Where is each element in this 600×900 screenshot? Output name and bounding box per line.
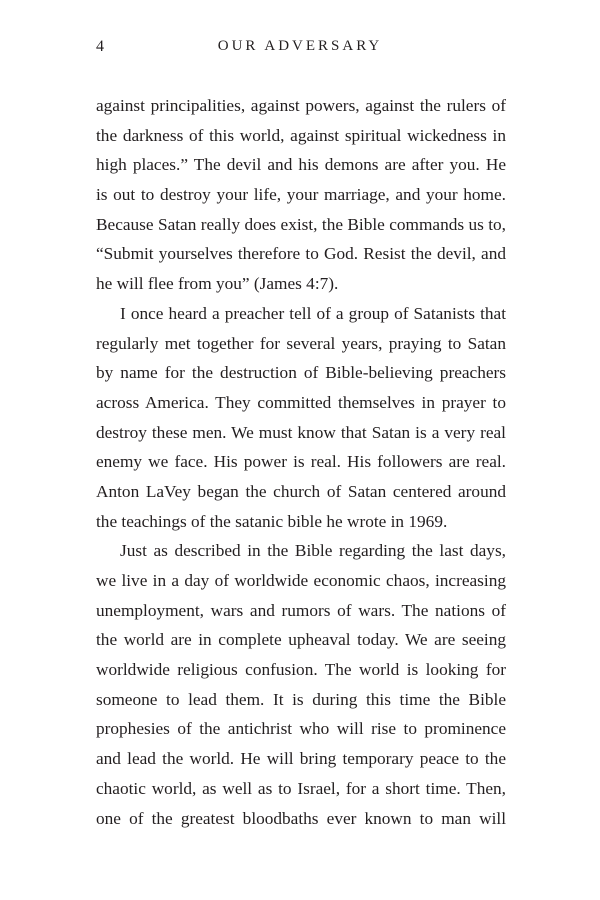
text-line: we live in a day of worldwide economic chaos, increasing <box>96 571 506 590</box>
text-line: high places.” The devil and his demons are after you. He <box>96 155 506 175</box>
text-line: is out to destroy your life, your marriage, and your home. <box>96 185 506 205</box>
body-text <box>96 91 506 833</box>
text-line: destroy these men. We must know that Satan is a very real <box>96 422 506 442</box>
paragraph-start-line: I once heard a preacher tell of a group of Satanists that <box>120 303 506 323</box>
text-line: “Submit yourselves therefore to God. Resist the devil, and <box>96 244 506 264</box>
text-line: by name for the destruction of Bible-believing preachers <box>96 363 506 383</box>
text-line: the teachings of the satanic bible he wrote in 1969. <box>96 511 448 531</box>
text-line: prophesies of the antichrist who will rise to prominence <box>96 719 506 739</box>
text-line: Because Satan really does exist, the Bible commands us to, <box>96 214 506 234</box>
book-title: OUR ADVERSARY <box>217 38 383 54</box>
text-line: one of the greatest bloodbaths ever known to man will <box>96 808 506 828</box>
text-line: chaotic world, as well as to Israel, for a short time. Then, <box>96 778 506 798</box>
text-line: someone to lead them. It is during this time the Bible <box>96 689 506 709</box>
text-line: he will flee from you” (James 4:7). <box>96 274 339 294</box>
text-line: across America. They committed themselves in prayer to <box>96 392 506 412</box>
text-line: against principalities, against powers, against the rulers of <box>96 96 506 115</box>
text-line: enemy we face. His power is real. His followers are real. <box>96 452 506 472</box>
text-line: the darkness of this world, against spiritual wickedness in <box>96 125 506 145</box>
text-line: worldwide religious confusion. The world is looking for <box>96 660 506 680</box>
page-number: 4 <box>96 38 104 55</box>
text-line: regularly met together for several years, praying to Satan <box>96 333 506 353</box>
running-head <box>96 38 504 62</box>
text-line: Anton LaVey began the church of Satan centered around <box>96 481 506 501</box>
text-line: unemployment, wars and rumors of wars. The nations of <box>96 600 506 620</box>
text-line: the world are in complete upheaval today. We are seeing <box>96 630 506 650</box>
paragraph-start-line: Just as described in the Bible regarding the last days, <box>120 541 506 561</box>
text-line: and lead the world. He will bring temporary peace to the <box>96 749 506 769</box>
